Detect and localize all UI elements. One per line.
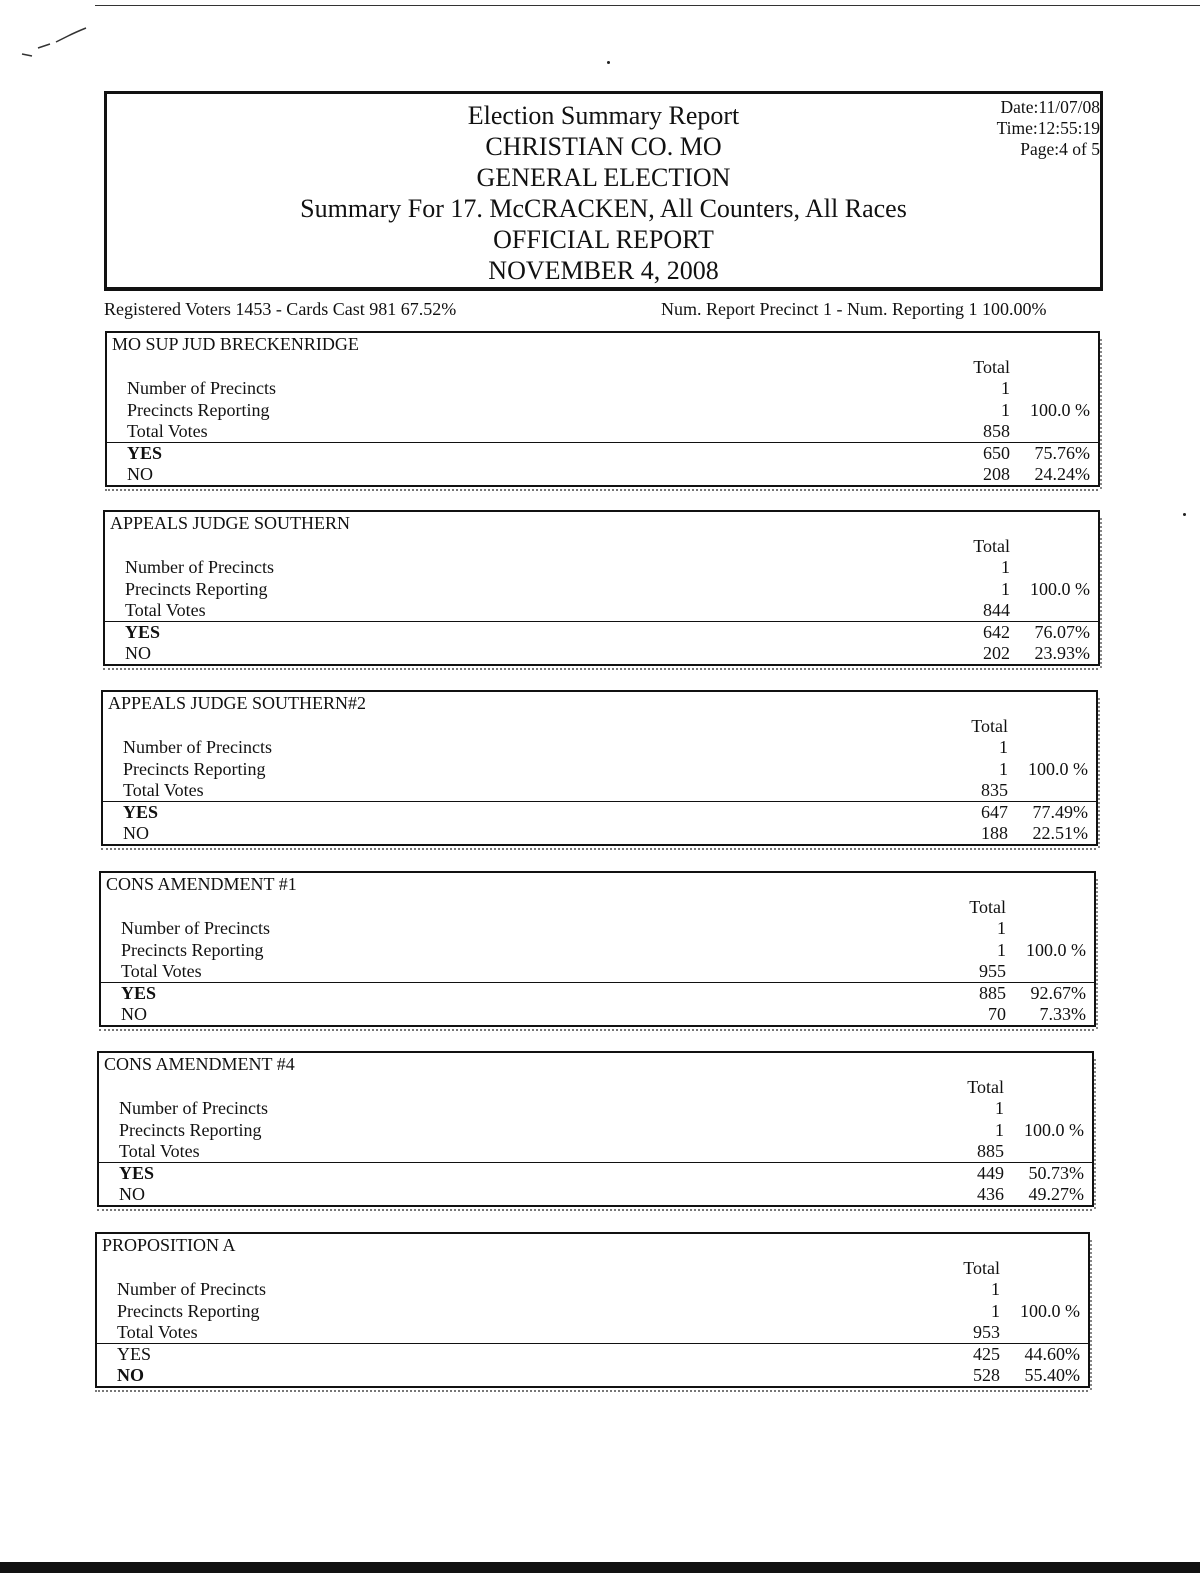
- choice-votes: 188: [981, 823, 1008, 843]
- race-title: CONS AMENDMENT #4: [104, 1054, 295, 1074]
- precincts-reporting-row: [105, 578, 1098, 600]
- choice-percent: 44.60%: [1024, 1344, 1080, 1364]
- precincts-reporting-row: [99, 1119, 1092, 1141]
- precincts-reporting-row: [107, 399, 1098, 421]
- scan-noise-edge: [1098, 698, 1106, 848]
- choice-votes: 650: [983, 443, 1010, 463]
- scan-speck: [607, 61, 610, 64]
- row-label: Total Votes: [117, 1322, 198, 1342]
- scan-noise-edge: [1090, 1240, 1098, 1390]
- row-percent: 100.0 %: [1028, 759, 1088, 779]
- choice-row: [103, 822, 1096, 844]
- row-label: Precincts Reporting: [127, 400, 270, 420]
- choice-label: YES: [117, 1344, 152, 1364]
- race-title: CONS AMENDMENT #1: [106, 874, 297, 894]
- race-box: [101, 690, 1098, 846]
- choice-label: YES: [127, 443, 163, 463]
- row-label: Number of Precincts: [121, 918, 270, 938]
- scan-noise-line: [101, 848, 1096, 853]
- registered-voters-summary: Registered Voters 1453 - Cards Cast 981 67.52%: [104, 299, 457, 319]
- row-label: Precincts Reporting: [121, 940, 264, 960]
- choice-percent: 49.27%: [1028, 1184, 1084, 1204]
- row-label: Number of Precincts: [127, 378, 276, 398]
- race-box: [103, 510, 1100, 666]
- choice-label: YES: [125, 622, 161, 642]
- row-label: Total Votes: [119, 1141, 200, 1161]
- race-box: [99, 871, 1096, 1027]
- race-box: [95, 1232, 1090, 1388]
- race-title: APPEALS JUDGE SOUTHERN#2: [108, 693, 367, 713]
- choice-label: NO: [123, 823, 149, 843]
- summary-scope: Summary For 17. McCRACKEN, All Counters, All Races: [300, 194, 907, 223]
- row-percent: 100.0 %: [1024, 1120, 1084, 1140]
- report-time: Time:12:55:19: [996, 118, 1100, 138]
- choice-label: NO: [121, 1004, 147, 1024]
- race-title: PROPOSITION A: [102, 1235, 236, 1255]
- row-label: Total Votes: [125, 600, 206, 620]
- choice-row: [107, 442, 1098, 464]
- choice-percent: 23.93%: [1034, 643, 1090, 663]
- total-column-header: Total: [973, 357, 1010, 377]
- row-value: 885: [977, 1141, 1004, 1161]
- total-column-header: Total: [963, 1258, 1000, 1278]
- choice-row: [101, 982, 1094, 1004]
- row-value: 1: [991, 1301, 1000, 1321]
- choice-votes: 642: [983, 622, 1010, 642]
- report-meta: [997, 97, 1100, 160]
- choice-votes: 70: [988, 1004, 1006, 1024]
- row-label: Number of Precincts: [117, 1279, 266, 1299]
- precinct-reporting-summary: Num. Report Precinct 1 - Num. Reporting 1 100.00%: [661, 299, 1047, 319]
- row-label: Total Votes: [127, 421, 208, 441]
- report-title: Election Summary Report: [467, 101, 740, 130]
- total-votes-row: [99, 1140, 1092, 1162]
- row-value: 1: [995, 1098, 1004, 1118]
- total-column-header: Total: [969, 897, 1006, 917]
- choice-label: NO: [125, 643, 151, 663]
- choice-row: [97, 1364, 1088, 1386]
- pen-mark-icon: [20, 20, 100, 60]
- row-value: 835: [981, 780, 1008, 800]
- choice-label: NO: [117, 1365, 144, 1385]
- choice-row: [99, 1162, 1092, 1184]
- choice-votes: 449: [977, 1163, 1004, 1183]
- row-label: Number of Precincts: [123, 737, 272, 757]
- election-date: NOVEMBER 4, 2008: [488, 256, 719, 285]
- row-value: 1: [999, 737, 1008, 757]
- number-of-precincts-row: [101, 917, 1094, 939]
- scan-speck: [1183, 513, 1186, 516]
- row-label: Precincts Reporting: [123, 759, 266, 779]
- scan-noise-line: [103, 668, 1098, 673]
- row-value: 1: [999, 759, 1008, 779]
- race-title: APPEALS JUDGE SOUTHERN: [110, 513, 351, 533]
- row-percent: 100.0 %: [1030, 400, 1090, 420]
- choice-votes: 208: [983, 464, 1010, 484]
- scan-edge-line: [95, 5, 1200, 6]
- choice-label: NO: [119, 1184, 145, 1204]
- scan-noise-edge: [1096, 879, 1104, 1029]
- precincts-reporting-row: [103, 758, 1096, 780]
- choice-percent: 22.51%: [1032, 823, 1088, 843]
- number-of-precincts-row: [103, 736, 1096, 758]
- row-value: 1: [1001, 378, 1010, 398]
- row-value: 858: [983, 421, 1010, 441]
- choice-votes: 647: [981, 802, 1008, 822]
- election-name: GENERAL ELECTION: [476, 163, 731, 192]
- choice-percent: 24.24%: [1034, 464, 1090, 484]
- choice-percent: 55.40%: [1024, 1365, 1080, 1385]
- choice-label: NO: [127, 464, 153, 484]
- scan-noise-line: [105, 489, 1098, 494]
- race-title: MO SUP JUD BRECKENRIDGE: [112, 334, 359, 354]
- choice-row: [105, 642, 1098, 664]
- scan-noise-line: [95, 1390, 1088, 1395]
- number-of-precincts-row: [97, 1278, 1088, 1300]
- row-value: 1: [997, 918, 1006, 938]
- choice-row: [97, 1343, 1088, 1365]
- choice-percent: 77.49%: [1032, 802, 1088, 822]
- number-of-precincts-row: [107, 377, 1098, 399]
- scan-noise-line: [99, 1029, 1094, 1034]
- report-status: OFFICIAL REPORT: [493, 225, 714, 254]
- total-votes-row: [107, 420, 1098, 442]
- scan-noise-edge: [1100, 518, 1108, 668]
- precincts-reporting-row: [97, 1300, 1088, 1322]
- report-title-block: [107, 100, 1100, 286]
- choice-row: [107, 463, 1098, 485]
- row-percent: 100.0 %: [1020, 1301, 1080, 1321]
- row-value: 844: [983, 600, 1010, 620]
- choice-percent: 92.67%: [1030, 983, 1086, 1003]
- choice-percent: 75.76%: [1034, 443, 1090, 463]
- total-votes-row: [105, 599, 1098, 621]
- scan-noise-edge: [1100, 339, 1108, 489]
- row-label: Total Votes: [121, 961, 202, 981]
- choice-row: [99, 1183, 1092, 1205]
- total-column-header: Total: [973, 536, 1010, 556]
- race-box: [97, 1051, 1094, 1207]
- total-votes-row: [97, 1321, 1088, 1343]
- row-value: 953: [973, 1322, 1000, 1342]
- row-label: Total Votes: [123, 780, 204, 800]
- report-page: Page:4 of 5: [1020, 139, 1100, 159]
- choice-votes: 425: [973, 1344, 1000, 1364]
- choice-percent: 50.73%: [1028, 1163, 1084, 1183]
- row-value: 1: [1001, 557, 1010, 577]
- choice-label: YES: [121, 983, 157, 1003]
- total-votes-row: [103, 779, 1096, 801]
- row-value: 955: [979, 961, 1006, 981]
- choice-votes: 885: [979, 983, 1006, 1003]
- county-name: CHRISTIAN CO. MO: [485, 132, 722, 161]
- row-value: 1: [995, 1120, 1004, 1140]
- row-percent: 100.0 %: [1030, 579, 1090, 599]
- choice-row: [101, 1003, 1094, 1025]
- row-value: 1: [1001, 400, 1010, 420]
- row-label: Precincts Reporting: [117, 1301, 260, 1321]
- choice-votes: 528: [973, 1365, 1000, 1385]
- row-value: 1: [991, 1279, 1000, 1299]
- total-votes-row: [101, 960, 1094, 982]
- scan-noise-edge: [1094, 1059, 1102, 1209]
- choice-percent: 76.07%: [1034, 622, 1090, 642]
- row-label: Number of Precincts: [119, 1098, 268, 1118]
- choice-percent: 7.33%: [1039, 1004, 1086, 1024]
- choice-label: YES: [123, 802, 159, 822]
- row-label: Number of Precincts: [125, 557, 274, 577]
- row-percent: 100.0 %: [1026, 940, 1086, 960]
- choice-votes: 436: [977, 1184, 1004, 1204]
- total-column-header: Total: [967, 1077, 1004, 1097]
- choice-row: [103, 801, 1096, 823]
- total-column-header: Total: [971, 716, 1008, 736]
- race-box: [105, 331, 1100, 487]
- choice-label: YES: [119, 1163, 155, 1183]
- precincts-reporting-row: [101, 939, 1094, 961]
- row-value: 1: [997, 940, 1006, 960]
- scan-bottom-edge: [0, 1562, 1200, 1573]
- choice-row: [105, 621, 1098, 643]
- row-value: 1: [1001, 579, 1010, 599]
- report-date: Date:11/07/08: [1000, 97, 1100, 117]
- row-label: Precincts Reporting: [125, 579, 268, 599]
- choice-votes: 202: [983, 643, 1010, 663]
- report-header-box: [104, 91, 1103, 291]
- number-of-precincts-row: [99, 1097, 1092, 1119]
- row-label: Precincts Reporting: [119, 1120, 262, 1140]
- scan-noise-line: [97, 1209, 1092, 1214]
- number-of-precincts-row: [105, 556, 1098, 578]
